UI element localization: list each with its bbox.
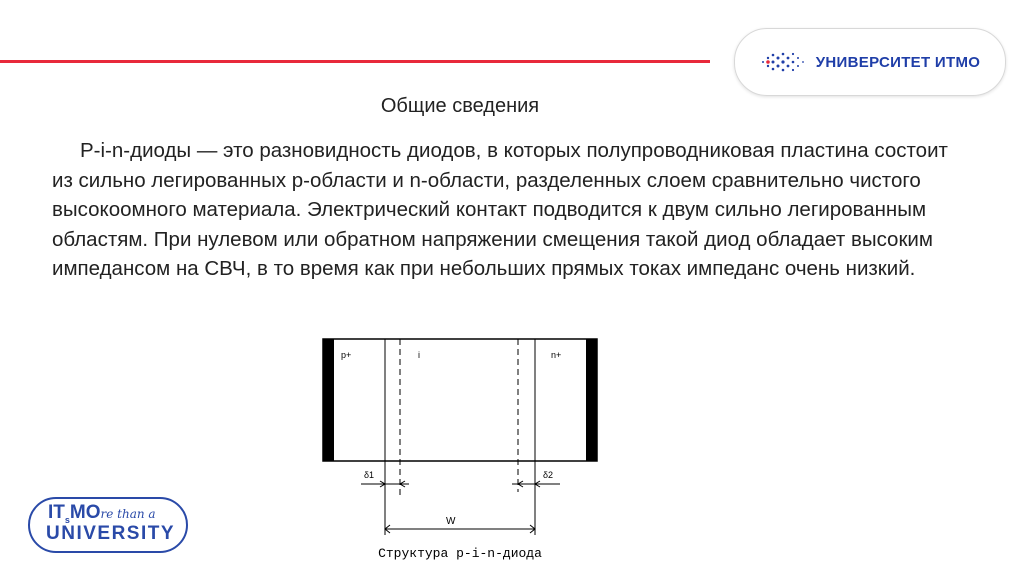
logo-university: UNIVERSITY (46, 523, 176, 544)
label-w: W (446, 516, 456, 527)
logo-s: s (64, 514, 70, 525)
logo-mo: MO (69, 502, 101, 523)
left-contact (323, 339, 334, 461)
label-delta2: δ2 (543, 470, 554, 480)
pin-diode-diagram (300, 330, 620, 545)
label-p: p+ (341, 350, 352, 360)
diagram-caption: Структура p-i-n-диода (378, 546, 542, 561)
slide-body-text: P-i-n-диоды — это разновидность диодов, в которых полупроводниковая пластина состоит из сильно легированных p-области и n-области, разделенных слоем сравнительно чистого высокоомного материала. Электрический контакт подводится к двум сильно легированным областям. При нулевом или обратном напряжении смещения такой диод обладает высоким импедансом на СВЧ, в то время как при небольших прямых токах импеданс очень низкий. (52, 139, 948, 280)
itmo-university-logo (734, 28, 1006, 96)
logo-text: УНИВЕРСИТЕТ ИТМО (815, 53, 981, 71)
dots-logo-icon (760, 49, 808, 75)
logo-it: IT (48, 502, 65, 523)
itmo-more-than-university-logo (28, 497, 188, 553)
label-n: n+ (551, 350, 562, 360)
logo-script: re than a (100, 507, 156, 521)
accent-line (0, 60, 710, 63)
right-contact (586, 339, 597, 461)
label-delta1: δ1 (364, 470, 375, 480)
slide-title: Общие сведения (380, 95, 540, 117)
label-i: i (418, 350, 420, 360)
